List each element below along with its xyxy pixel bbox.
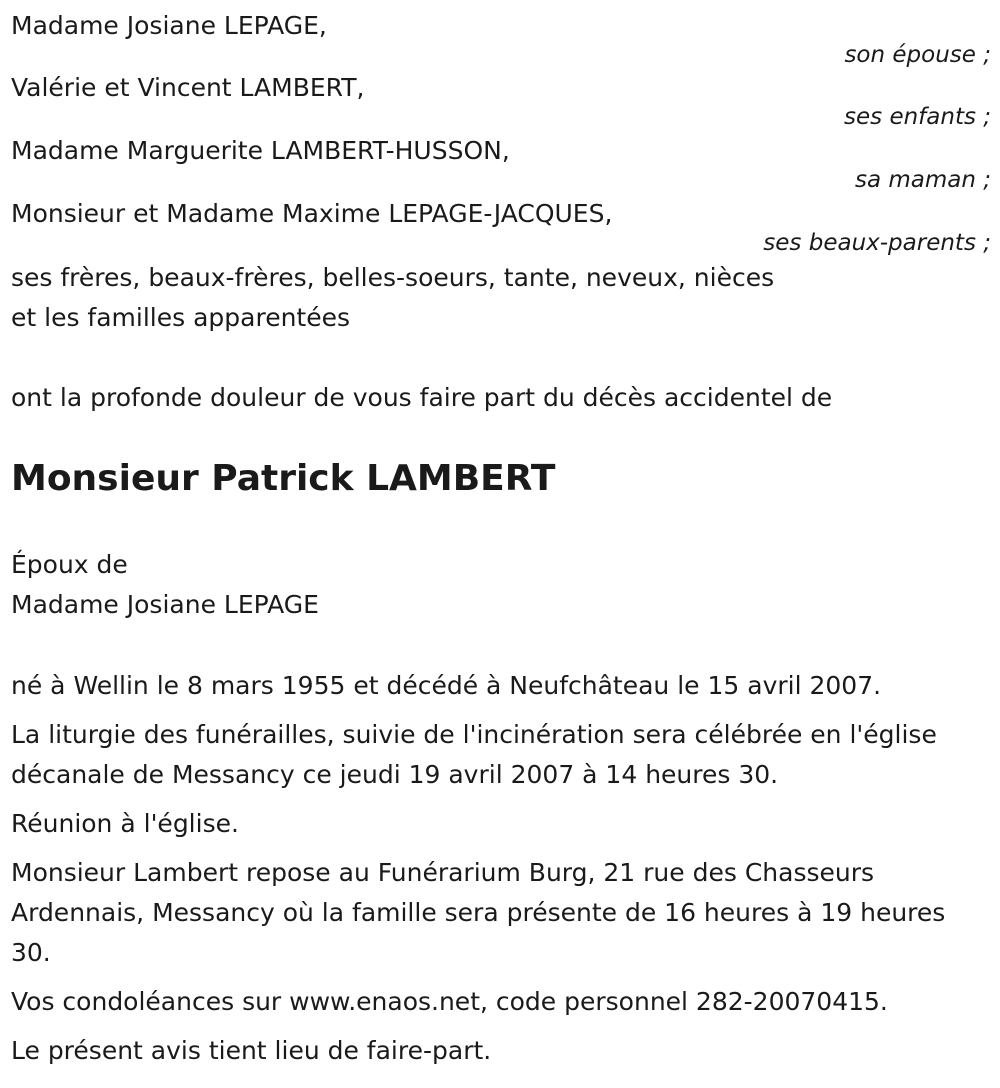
family-member-name: Valérie et Vincent LAMBERT, [11, 73, 365, 102]
meeting-paragraph: Réunion à l'église. [11, 809, 239, 838]
family-relation: ses beaux-parents ; [763, 230, 991, 256]
closing-paragraph: Le présent avis tient lieu de faire-part. [11, 1036, 492, 1065]
extended-family [11, 258, 991, 338]
family-member-name: Madame Josiane LEPAGE, [11, 11, 327, 40]
announcement-text: ont la profonde douleur de vous faire part du décès accidentel de [11, 383, 833, 412]
extended-family-line: ses frères, beaux-frères, belles-soeurs, tante, neveux, nièces [11, 263, 775, 292]
birth-death-paragraph: né à Wellin le 8 mars 1955 et décédé à Neufchâteau le 15 avril 2007. [11, 671, 882, 700]
family-entry-mother [11, 131, 991, 193]
condolences-paragraph: Vos condoléances sur www.enaos.net, code personnel 282-20070415. [11, 987, 888, 1016]
family-member-name: Madame Marguerite LAMBERT-HUSSON, [11, 136, 510, 165]
details-block [11, 666, 991, 1071]
funeral-home-paragraph: Monsieur Lambert repose au Funérarium Burg, 21 rue des Chasseurs Ardennais, Messancy où la famille sera présente de 16 heures à 19 heures 30. [11, 858, 946, 967]
family-entry-children [11, 68, 991, 130]
family-entry-parents-in-law [11, 194, 991, 256]
family-relation: son épouse ; [844, 42, 991, 68]
family-member-name: Monsieur et Madame Maxime LEPAGE-JACQUES, [11, 199, 613, 228]
spouse-block [11, 545, 991, 625]
family-relation: sa maman ; [854, 167, 991, 193]
spouse-prefix: Époux de [11, 550, 128, 579]
extended-family-line: et les familles apparentées [11, 303, 351, 332]
funeral-paragraph: La liturgie des funérailles, suivie de l'incinération sera célébrée en l'église décanale de Messancy ce jeudi 19 avril 2007 à 14 heures 30. [11, 720, 937, 789]
deceased-name: Monsieur Patrick LAMBERT [11, 458, 556, 499]
family-relation: ses enfants ; [844, 104, 991, 130]
spouse-name: Madame Josiane LEPAGE [11, 590, 319, 619]
family-entry-spouse [11, 6, 991, 68]
